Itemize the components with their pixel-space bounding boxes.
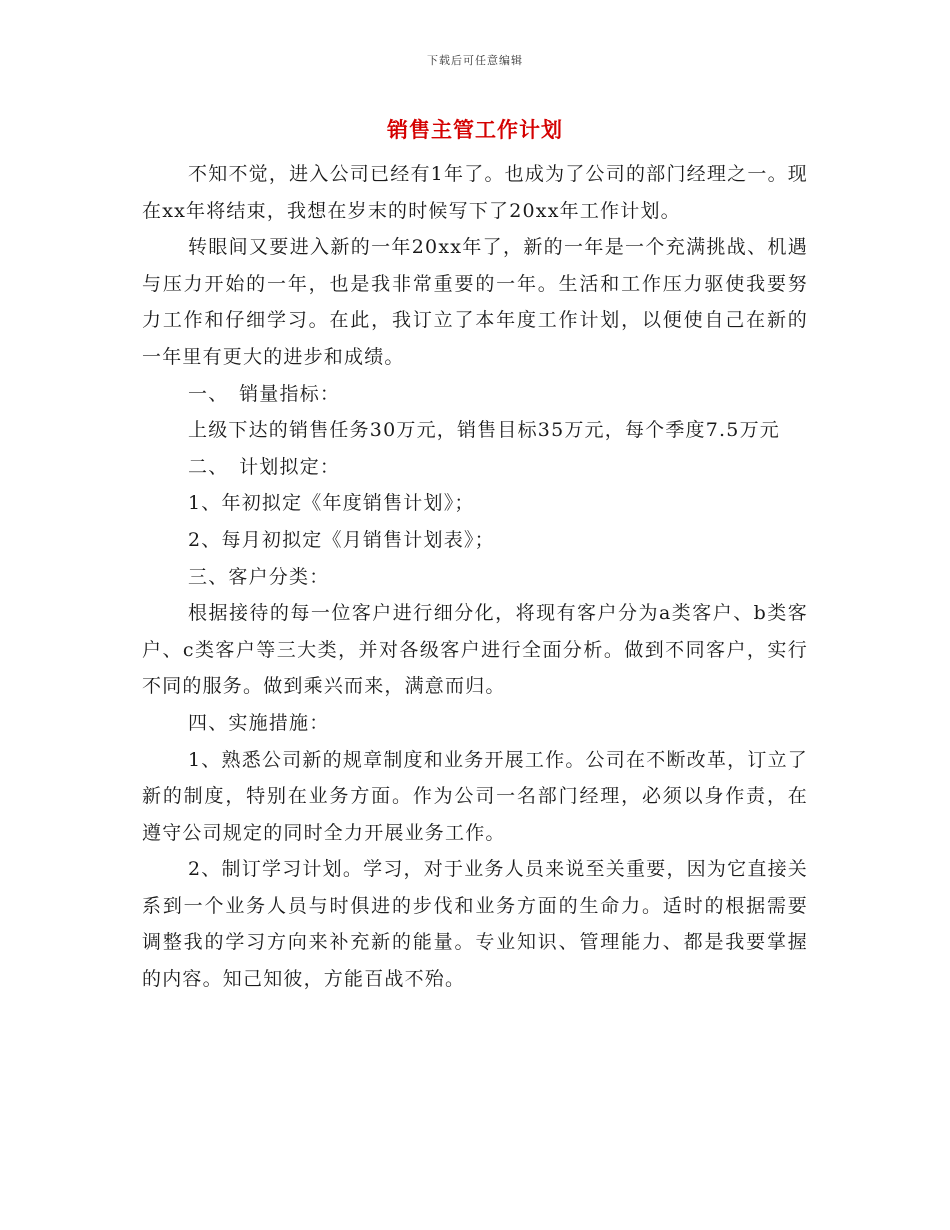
list-item-annual-plan: 1、年初拟定《年度销售计划》； [188,492,475,515]
document-title: 销售主管工作计划 [387,118,563,142]
section-heading-sales-target: 一、 销量指标： [188,382,341,405]
section-heading-plan: 二、 计划拟定： [188,455,341,478]
paragraph-sales-target: 上级下达的销售任务30万元，销售目标35万元，每个季度7.5万元 [188,419,780,442]
header-note: 下载后可任意编辑 [427,54,523,67]
list-item-monthly-plan: 2、每月初拟定《月销售计划表》； [188,528,495,551]
section-heading-customers: 三、客户分类： [188,565,330,588]
paragraph-intro: 不知不觉，进入公司已经有1年了。也成为了公司的部门经理之一。现在xx年将结束，我想在岁末的时候写下了20xx年工作计划。 [142,163,808,222]
section-heading-measures: 四、实施措施： [188,711,330,734]
paragraph-measure-2: 2、制订学习计划。学习，对于业务人员来说至关重要，因为它直接关系到一个业务人员与时俱进的步伐和业务方面的生命力。适时的根据需要调整我的学习方向来补充新的能量。专业知识、管理能力、都是我要掌握的内容。知己知彼，方能百战不殆。 [142,858,808,991]
document-body [142,156,808,998]
paragraph-measure-1: 1、熟悉公司新的规章制度和业务开展工作。公司在不断改革，订立了新的制度，特别在业务方面。作为公司一名部门经理，必须以身作责，在遵守公司规定的同时全力开展业务工作。 [142,748,808,844]
paragraph-customers: 根据接待的每一位客户进行细分化，将现有客户分为a类客户、b类客户、c类客户等三大类，并对各级客户进行全面分析。做到不同客户，实行不同的服务。做到乘兴而来，满意而归。 [142,602,808,698]
paragraph-background: 转眼间又要进入新的一年20xx年了，新的一年是一个充满挑战、机遇与压力开始的一年，也是我非常重要的一年。生活和工作压力驱使我要努力工作和仔细学习。在此，我订立了本年度工作计划，以便使自己在新的一年里有更大的进步和成绩。 [142,236,808,368]
